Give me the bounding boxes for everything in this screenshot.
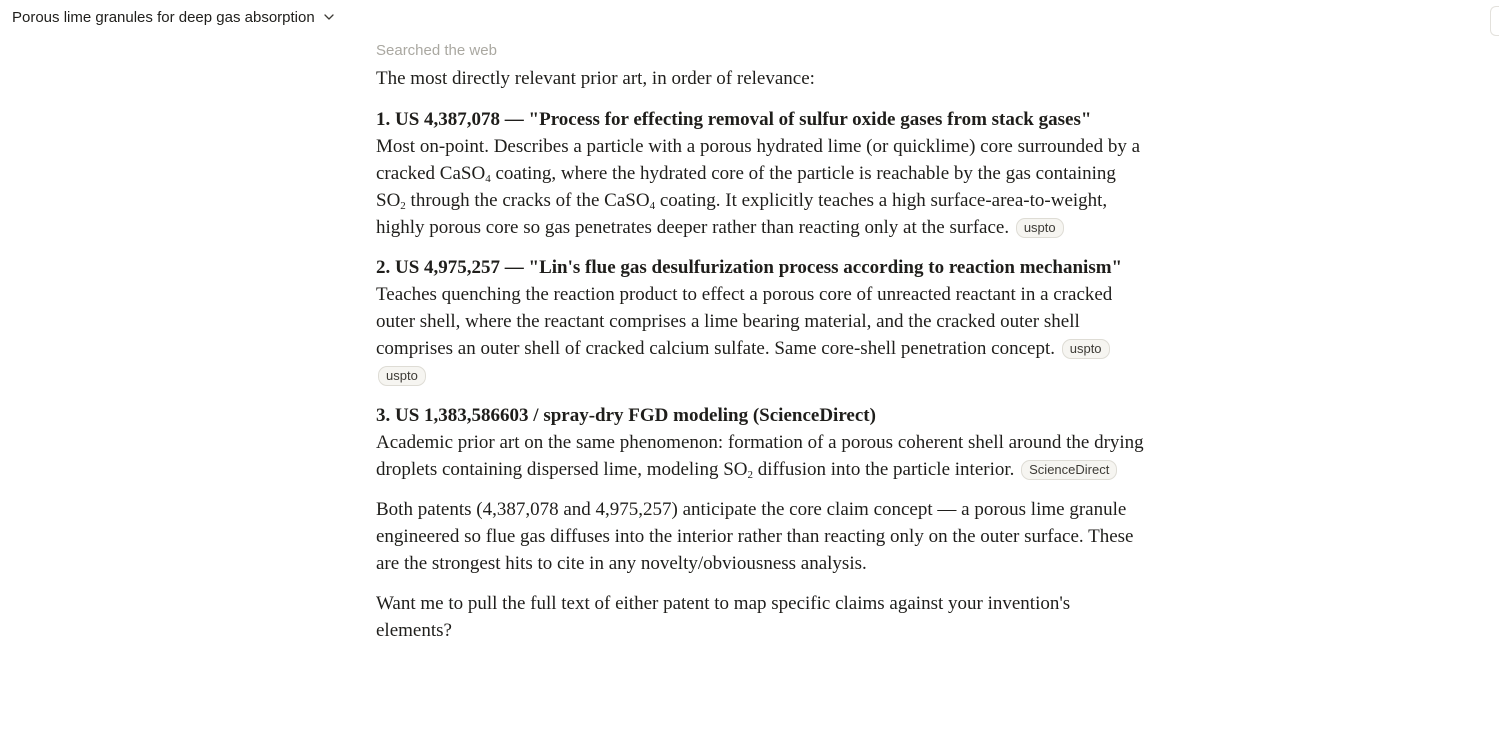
conversation-title-dropdown[interactable]: [12, 6, 335, 28]
citation-chip[interactable]: uspto: [1062, 339, 1110, 359]
prior-art-text: Academic prior art on the same phenomenon: formation of a porous coherent shell around the drying droplets containing dispersed lime, modeling $SO_2$ diffusion into the particle interior.: [376, 432, 1144, 481]
citation-chip[interactable]: uspto: [378, 366, 426, 386]
citation-chip[interactable]: uspto: [1016, 218, 1064, 238]
chevron-down-icon: [323, 11, 335, 23]
prior-art-title: 2. US 4,975,257 — "Lin's flue gas desulfurization process according to reaction mechanism": [376, 257, 1123, 278]
prior-art-item-2: [376, 254, 1146, 389]
assistant-message: [376, 41, 1146, 657]
prior-art-title: 1. US 4,387,078 — "Process for effecting removal of sulfur oxide gases from stack gases": [376, 109, 1092, 130]
prior-art-text: Teaches quenching the reaction product to effect a porous core of unreacted reactant in a cracked outer shell, where the reactant comprises a lime bearing material, and the cracked outer shell comprises an outer shell of cracked calcium sulfate. Same core-shell penetration concept.: [376, 284, 1113, 359]
prior-art-item-1: [376, 106, 1146, 241]
prior-art-title: 3. US 1,383,586603 / spray-dry FGD modeling (ScienceDirect): [376, 405, 876, 426]
follow-up-question: Want me to pull the full text of either patent to map specific claims against your invention's elements?: [376, 593, 1071, 641]
citation-chip[interactable]: ScienceDirect: [1021, 460, 1117, 480]
conversation-title: Porous lime granules for deep gas absorption: [12, 8, 315, 26]
prior-art-item-3: [376, 402, 1146, 483]
side-panel-edge[interactable]: [1490, 6, 1499, 36]
intro-text: The most directly relevant prior art, in order of relevance:: [376, 68, 815, 89]
searched-web-status[interactable]: Searched the web: [376, 42, 497, 59]
prior-art-text: Most on-point. Describes a particle with a porous hydrated lime (or quicklime) core surrounded by a cracked CaSO$_4$ coating, where the hydrated core of the particle is reachable by the gas containing $SO_2$ through the cracks of the CaSO$_4$ coating. It explicitly teaches a high surface-area-to-weight, highly porous core so gas penetrates deeper rather than reacting only at the surface.: [376, 136, 1141, 238]
summary-text: Both patents (4,387,078 and 4,975,257) anticipate the core claim concept — a porous lime granule engineered so flue gas diffuses into the interior rather than reacting only on the outer surface. These are the strongest hits to cite in any novelty/obviousness analysis.: [376, 499, 1134, 574]
